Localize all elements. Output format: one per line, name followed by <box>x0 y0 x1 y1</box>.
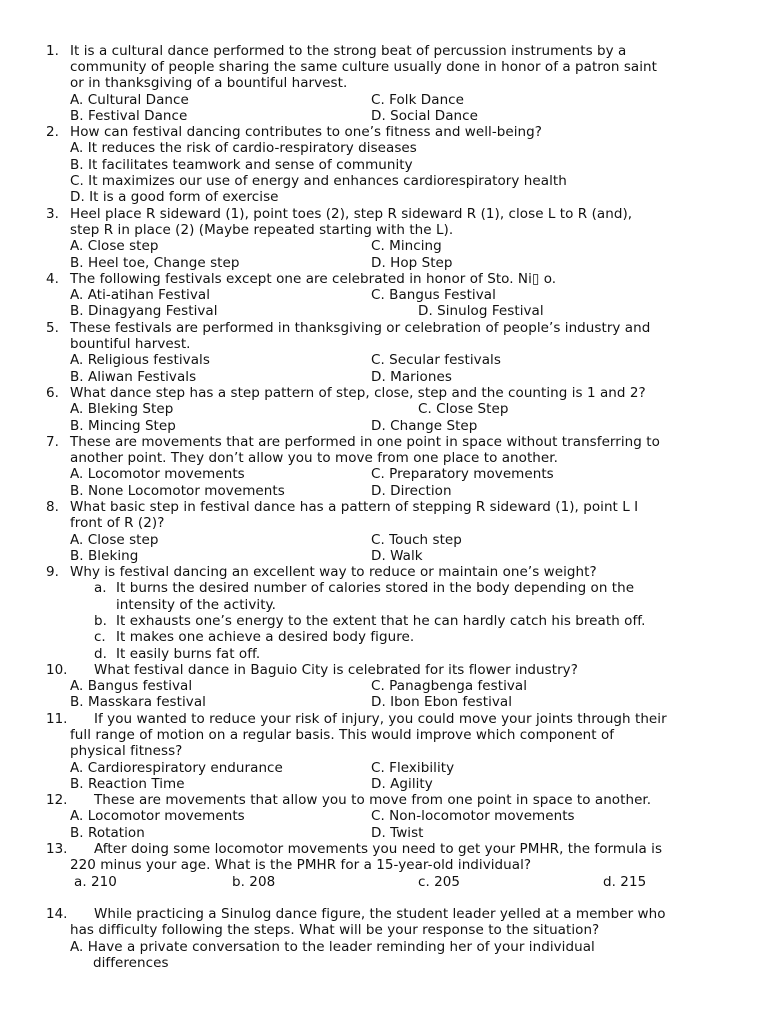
option-a: A. Locomotor movements <box>70 808 245 824</box>
question-text: Why is festival dancing an excellent way to reduce or maintain one’s weight? <box>70 564 597 580</box>
question-text: What dance step has a step pattern of step, close, step and the counting is 1 and 2? <box>70 385 646 401</box>
option-a: a. 210 <box>74 874 117 890</box>
question-text: full range of motion on a regular basis. This would improve which component of <box>70 727 615 743</box>
option-c: C. Flexibility <box>371 760 455 776</box>
option-a: A. Ati-atihan Festival <box>70 287 211 303</box>
option-letter: d. <box>94 646 107 662</box>
option-b: B. Masskara festival <box>70 694 206 710</box>
question-text: The following festivals except one are celebrated in honor of Sto. Ni▯ o. <box>70 271 557 287</box>
question-number: 5. <box>46 320 59 336</box>
question-text: physical fitness? <box>70 743 183 759</box>
question-text: While practicing a Sinulog dance figure, the student leader yelled at a member who <box>94 906 666 922</box>
option-a: A. Cardiorespiratory endurance <box>70 760 283 776</box>
question-text: bountiful harvest. <box>70 336 191 352</box>
question-text: If you wanted to reduce your risk of injury, you could move your joints through their <box>94 711 667 727</box>
option-b: B. Mincing Step <box>70 418 176 434</box>
option-letter: b. <box>94 613 107 629</box>
question-text: step R in place (2) (Maybe repeated starting with the L). <box>70 222 454 238</box>
question-text: or in thanksgiving of a bountiful harvest. <box>70 75 348 91</box>
option-d: D. Agility <box>371 776 433 792</box>
option-d: D. Walk <box>371 548 423 564</box>
question-text: front of R (2)? <box>70 515 165 531</box>
option-a: A. Locomotor movements <box>70 466 245 482</box>
question-text: What basic step in festival dance has a pattern of stepping R sideward (1), point L I <box>70 499 639 515</box>
option-d: D. Ibon Ebon festival <box>371 694 513 710</box>
option-b: B. Reaction Time <box>70 776 185 792</box>
option-a: A. Bleking Step <box>70 401 174 417</box>
option-c: C. Close Step <box>418 401 509 417</box>
option-b: B. Heel toe, Change step <box>70 255 240 271</box>
option-text: It burns the desired number of calories stored in the body depending on the <box>116 580 635 596</box>
option-text: It easily burns fat off. <box>116 646 261 662</box>
option-c: C. Bangus Festival <box>371 287 496 303</box>
question-text: What festival dance in Baguio City is celebrated for its flower industry? <box>94 662 578 678</box>
question-number: 1. <box>46 43 59 59</box>
option-c: C. Secular festivals <box>371 352 501 368</box>
option-c: C. Non-locomotor movements <box>371 808 575 824</box>
option-d: D. Direction <box>371 483 452 499</box>
question-text: These are movements that are performed in one point in space without transferring to <box>70 434 660 450</box>
question-number: 8. <box>46 499 59 515</box>
option-b: B. Rotation <box>70 825 145 841</box>
option-c: C. Mincing <box>371 238 442 254</box>
question-number: 11. <box>46 711 68 727</box>
question-number: 7. <box>46 434 59 450</box>
question-number: 13. <box>46 841 68 857</box>
option-b: B. Festival Dance <box>70 108 188 124</box>
question-number: 12. <box>46 792 68 808</box>
question-text: 220 minus your age. What is the PMHR for a 15-year-old individual? <box>70 857 532 873</box>
option-d: D. Hop Step <box>371 255 453 271</box>
question-number: 14. <box>46 906 68 922</box>
question-text: It is a cultural dance performed to the strong beat of percussion instruments by a <box>70 43 627 59</box>
option-b: b. 208 <box>232 874 276 890</box>
option-b: B. Bleking <box>70 548 139 564</box>
option-a: A. Close step <box>70 238 159 254</box>
question-number: 6. <box>46 385 59 401</box>
option-b: B. Dinagyang Festival <box>70 303 218 319</box>
option-a: A. Religious festivals <box>70 352 210 368</box>
question-text: These are movements that allow you to move from one point in space to another. <box>94 792 652 808</box>
question-text: Heel place R sideward (1), point toes (2), step R sideward R (1), close L to R (and), <box>70 206 633 222</box>
option-c: C. It maximizes our use of energy and enhances cardiorespiratory health <box>70 173 567 189</box>
question-number: 9. <box>46 564 59 580</box>
option-text: It exhausts one’s energy to the extent that he can hardly catch his breath off. <box>116 613 646 629</box>
question-text: has difficulty following the steps. What will be your response to the situation? <box>70 922 600 938</box>
question-number: 2. <box>46 124 59 140</box>
option-d: D. Social Dance <box>371 108 478 124</box>
option-d: d. 215 <box>603 874 647 890</box>
option-d: D. Sinulog Festival <box>418 303 544 319</box>
option-c: C. Preparatory movements <box>371 466 554 482</box>
question-text: How can festival dancing contributes to one’s fitness and well-being? <box>70 124 542 140</box>
option-a: A. It reduces the risk of cardio-respiratory diseases <box>70 140 417 156</box>
question-text: These festivals are performed in thanksgiving or celebration of people’s industry and <box>70 320 651 336</box>
option-b: B. None Locomotor movements <box>70 483 285 499</box>
option-letter: c. <box>94 629 106 645</box>
option-c: C. Touch step <box>371 532 462 548</box>
question-number: 4. <box>46 271 59 287</box>
option-b: B. Aliwan Festivals <box>70 369 197 385</box>
option-d: D. Mariones <box>371 369 452 385</box>
option-text: intensity of the activity. <box>116 597 276 613</box>
option-c: C. Folk Dance <box>371 92 465 108</box>
option-a: A. Have a private conversation to the leader reminding her of your individual <box>70 939 595 955</box>
option-letter: a. <box>94 580 107 596</box>
option-d: D. Twist <box>371 825 424 841</box>
question-number: 10. <box>46 662 68 678</box>
question-text: another point. They don’t allow you to move from one place to another. <box>70 450 558 466</box>
option-a: A. Close step <box>70 532 159 548</box>
option-a: A. Bangus festival <box>70 678 193 694</box>
option-a-continuation: differences <box>93 955 169 971</box>
option-c: C. Panagbenga festival <box>371 678 528 694</box>
option-text: It makes one achieve a desired body figure. <box>116 629 415 645</box>
option-d: D. Change Step <box>371 418 478 434</box>
question-number: 3. <box>46 206 59 222</box>
option-b: B. It facilitates teamwork and sense of community <box>70 157 413 173</box>
option-c: c. 205 <box>418 874 461 890</box>
question-text: community of people sharing the same culture usually done in honor of a patron saint <box>70 59 658 75</box>
option-d: D. It is a good form of exercise <box>70 189 279 205</box>
question-text: After doing some locomotor movements you need to get your PMHR, the formula is <box>94 841 663 857</box>
option-a: A. Cultural Dance <box>70 92 189 108</box>
